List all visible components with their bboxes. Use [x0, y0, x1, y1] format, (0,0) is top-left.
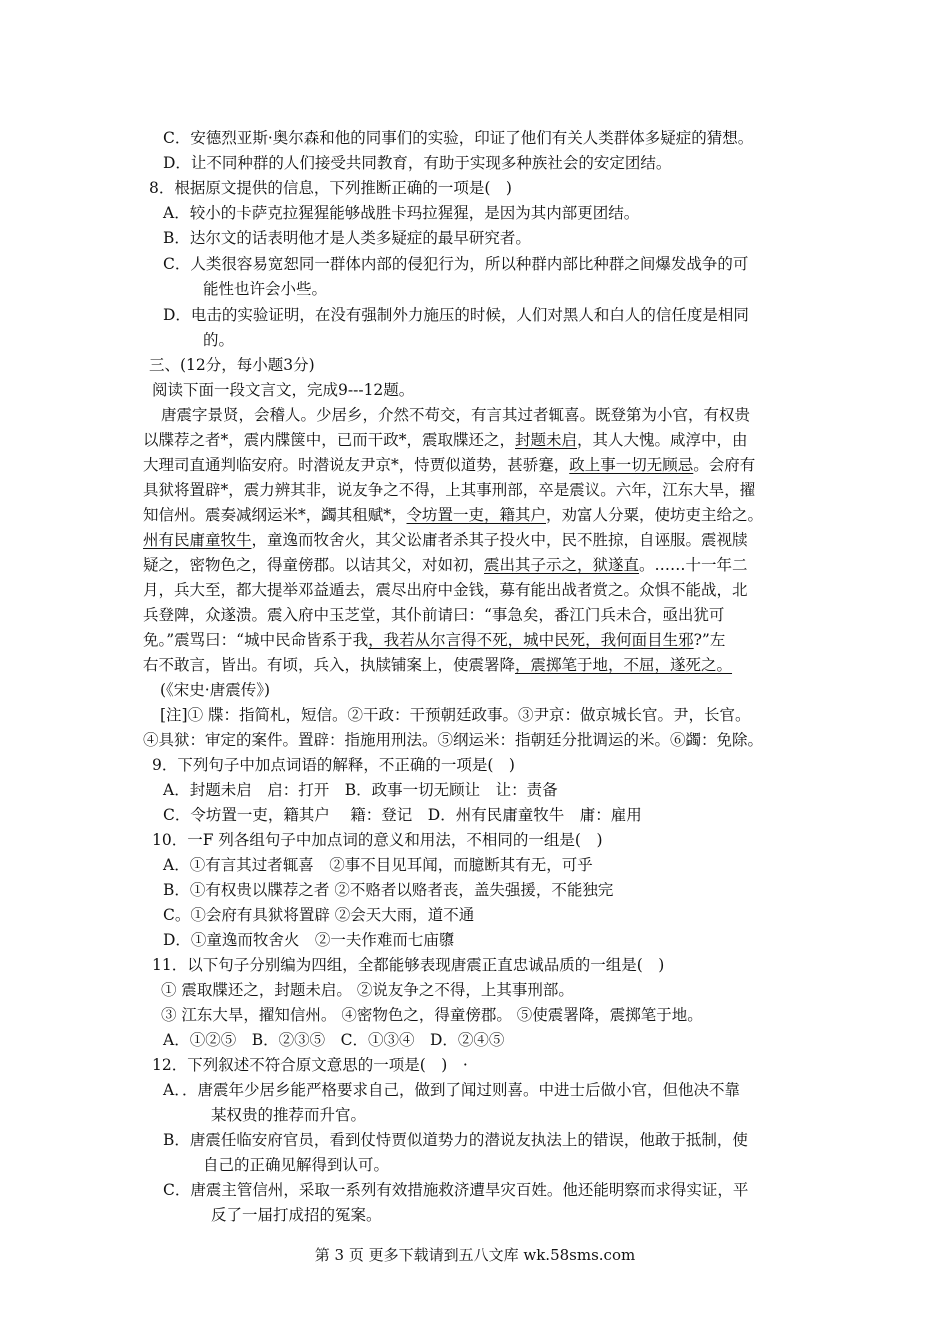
q11-options: A．①②⑤ B．②③⑤ C．①③④ D．②④⑤ [163, 1031, 505, 1049]
q10-stem: 10．一F 列各组句子中加点词的意义和用法，不相同的一组是( ) [152, 831, 603, 849]
q12-option-c-line1: C．唐震主管信州，采取一系列有效措施救济遭旱灾百姓。他还能明察而求得实证，平 [163, 1181, 749, 1199]
passage-line-11: 右不敢言，皆出。有顷，兵入，执牍铺案上，使震署降，震掷笔于地，不屈，遂死之。 [143, 656, 733, 674]
notes-line-1: [注]① 牒：指简札，短信。②干政：干预朝廷政事。③尹京：做京城长官。尹，长官。 [160, 706, 751, 724]
passage-line-10: 免。”震骂曰：“城中民命皆系于我，我若从尔言得不死，城中民死，我何面目生邪?”左 [143, 631, 726, 649]
q8-option-a: A．较小的卡萨克拉猩猩能够战胜卡玛拉猩猩，是因为其内部更团结。 [163, 204, 640, 222]
q8-option-d-line2: 的。 [203, 331, 235, 349]
q10-option-b: B．①有权贵以牒荐之者 ②不赂者以赂者丧，盖失强援，不能独完 [163, 881, 614, 899]
q11-items-row1: ① 震取牒还之，封题未启。 ②说友争之不得，上其事刑部。 [161, 981, 574, 999]
q8-option-b: B．达尔文的话表明他才是人类多疑症的最早研究者。 [163, 229, 531, 247]
q7-option-c: C．安德烈亚斯·奥尔森和他的同事们的实验，印证了他们有关人类群体多疑症的猜想。 [163, 129, 754, 147]
passage-line-8: 月，兵大至，都大提举邓益遁去，震尽出府中金钱，募有能出战者赏之。众惧不能战，北 [143, 581, 748, 599]
passage-line-3: 大理司直通判临安府。时潜说友尹京*，恃贾似道势，甚骄蹇，政上事一切无顾忌。会府有 [143, 456, 756, 474]
q8-option-c-line1: C．人类很容易宽恕同一群体内部的侵犯行为，所以种群内部比种群之间爆发战争的可 [163, 255, 749, 273]
passage-line-9: 兵登陴，众遂溃。震入府中玉芝堂，其仆前请曰：“事急矣，番江门兵未合，亟出犹可 [143, 606, 725, 624]
page-footer: 第 3 页 更多下载请到五八文库 wk.58sms.com [314, 1246, 636, 1264]
q12-option-a-line1: A．．唐震年少居乡能严格要求自己，做到了闻过则喜。中进士后做小官，但他决不靠 [163, 1081, 740, 1099]
underlined-phrase: ，我若从尔言得不死，城中民死，我何面目生邪 [368, 631, 694, 649]
underlined-phrase: 令坊置一吏，籍其户 [406, 506, 547, 524]
q8-stem: 8．根据原文提供的信息，下列推断正确的一项是( ) [149, 179, 512, 197]
q7-option-d: D．让不同种群的人们接受共同教育，有助于实现多种族社会的安定团结。 [163, 154, 672, 172]
q11-items-row2: ③ 江东大旱，擢知信州。 ④密物色之，得童傍郡。 ⑤使震署降，震掷笔于地。 [161, 1006, 703, 1024]
passage-line-4: 具狱将置辟*，震力辨其非，说友争之不得，上其事刑部，卒是震议。六年，江东大旱，擢 [143, 481, 756, 499]
q9-options-row2: C．令坊置一吏，籍其户 籍：登记 D．州有民庸童牧牛 庸：雇用 [163, 806, 642, 824]
q9-options-row1: A．封题未启 启：打开 B．政事一切无顾让 让：责备 [163, 781, 558, 799]
underlined-phrase: 政上事一切无顾忌 [569, 456, 694, 474]
q9-stem: 9．下列句子中加点词语的解释，不正确的一项是( ) [152, 756, 515, 774]
q12-option-c-line2: 反了一届打成招的冤案。 [211, 1206, 382, 1224]
q8-option-c-line2: 能性也许会小些。 [203, 280, 328, 298]
q12-option-a-line2: 某权贵的推荐而升官。 [211, 1106, 367, 1124]
notes-line-2: ④具狱：审定的案件。置辟：指施用刑法。⑤纲运米：指朝廷分批调运的米。⑥蠲：免除。 [143, 731, 764, 749]
q8-option-d-line1: D．电击的实验证明，在没有强制外力施压的时候，人们对黑人和白人的信任度是相同 [163, 306, 749, 324]
passage-line-6: 州有民庸童牧牛，童逸而牧舍火，其父讼庸者杀其子投火中，民不胜掠，自诬服。震视牍 [143, 531, 748, 549]
passage-line-5: 知信州。震奏减纲运米*，蠲其租赋*，令坊置一吏，籍其户，劝富人分粟，使坊吏主给之。 [143, 506, 764, 524]
underlined-phrase: ，震掷笔于地，不屈，遂死之。 [515, 656, 733, 674]
q12-option-b-line1: B．唐震任临安府官员，看到仗恃贾似道势力的潜说友执法上的错误，他敢于抵制，使 [163, 1131, 748, 1149]
q11-stem: 11．以下句子分别编为四组，全都能够表现唐震正直忠诚品质的一组是( ) [152, 956, 665, 974]
passage-line-1: 唐震字景贤，会稽人。少居乡，介然不苟交，有言其过者辄喜。既登第为小官，有权贵 [161, 406, 751, 424]
q10-option-d: D．①童逸而牧舍火 ②一夫作难而七庙隳 [163, 931, 455, 949]
section3-title: 三、(12分，每小题3分) [149, 356, 315, 374]
passage-line-7: 疑之，密物色之，得童傍郡。以诘其父，对如初，震出其子示之，狱遂直。……十一年二 [143, 556, 748, 574]
passage-line-2: 以牒荐之者*，震内牒箧中，已而干政*，震取牒还之，封题未启，其人大愧。咸淳中，由 [143, 431, 748, 449]
q12-stem: 12．下列叙述不符合原文意思的一项是( ) · [152, 1056, 468, 1074]
q12-option-b-line2: 自己的正确见解得到认可。 [203, 1156, 390, 1174]
underlined-phrase: 震出其子示之，狱遂直 [484, 556, 640, 574]
q10-option-a: A．①有言其过者辄喜 ②事不目见耳闻，而臆断其有无，可乎 [163, 856, 593, 874]
passage-source: (《宋史·唐震传》) [160, 681, 271, 699]
underlined-phrase: 州有民庸童牧牛 [143, 531, 252, 549]
q10-option-c: C。①会府有具狱将置辟 ②会天大雨，道不通 [163, 906, 475, 924]
underlined-phrase: 封题未启 [515, 431, 578, 449]
section3-intro: 阅读下面一段文言文，完成9---12题。 [152, 381, 415, 399]
